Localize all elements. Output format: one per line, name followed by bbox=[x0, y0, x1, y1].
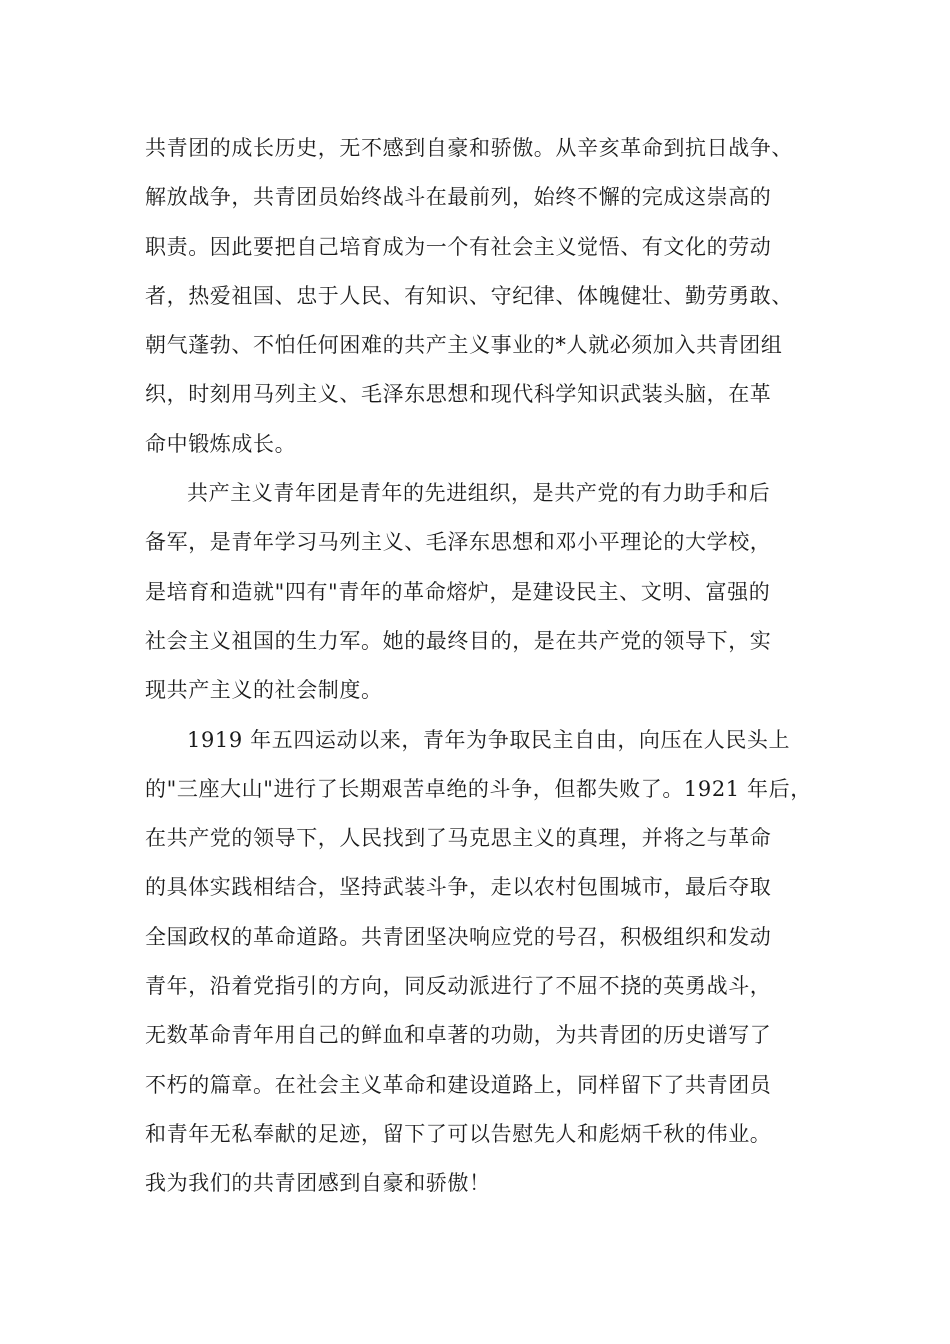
text-line: 无数革命青年用自己的鲜血和卓著的功勋，为共青团的历史谱写了 bbox=[145, 1023, 772, 1048]
paragraph-3 bbox=[145, 716, 835, 1209]
text-line: 职责。因此要把自己培育成为一个有社会主义觉悟、有文化的劳动 bbox=[145, 234, 772, 259]
text-line: 命中锻炼成长。 bbox=[145, 431, 297, 456]
text-line: 朝气蓬勃、不怕任何困难的共产主义事业的*人就必须加入共青团组 bbox=[145, 333, 783, 358]
text-line: 在共产党的领导下，人民找到了马克思主义的真理，并将之与革命 bbox=[145, 826, 772, 851]
text-line: 不朽的篇章。在社会主义革命和建设道路上，同样留下了共青团员 bbox=[145, 1072, 772, 1097]
text-line: 社会主义祖国的生力军。她的最终目的，是在共产党的领导下，实 bbox=[145, 628, 772, 653]
text-line: 解放战争，共青团员始终战斗在最前列，始终不懈的完成这崇高的 bbox=[145, 185, 772, 210]
document-body bbox=[145, 124, 835, 1209]
text-line: 青年，沿着党指引的方向，同反动派进行了不屈不挠的英勇战斗， bbox=[145, 974, 772, 999]
paragraph-2 bbox=[145, 469, 835, 715]
text-line: 我为我们的共青团感到自豪和骄傲！ bbox=[145, 1171, 491, 1196]
text-line: 共产主义青年团是青年的先进组织，是共产党的有力助手和后 bbox=[187, 481, 771, 506]
text-line: 者，热爱祖国、忠于人民、有知识、守纪律、体魄健壮、勤劳勇敢、 bbox=[145, 283, 793, 308]
text-line: 是培育和造就"四有"青年的革命熔炉，是建设民主、文明、富强的 bbox=[145, 579, 771, 604]
text-line: 的"三座大山"进行了长期艰苦卓绝的斗争，但都失败了。1921 年后， bbox=[145, 776, 812, 801]
text-line: 1919 年五四运动以来，青年为争取民主自由，向压在人民头上 bbox=[187, 727, 791, 752]
text-line: 备军，是青年学习马列主义、毛泽东思想和邓小平理论的大学校， bbox=[145, 530, 772, 555]
text-line: 织，时刻用马列主义、毛泽东思想和现代科学知识武装头脑，在革 bbox=[145, 382, 772, 407]
text-line: 共青团的成长历史，无不感到自豪和骄傲。从辛亥革命到抗日战争、 bbox=[145, 136, 793, 160]
text-line: 和青年无私奉献的足迹，留下了可以告慰先人和彪炳千秋的伟业。 bbox=[145, 1121, 772, 1146]
text-line: 的具体实践相结合，坚持武装斗争，走以农村包围城市，最后夺取 bbox=[145, 875, 772, 900]
text-line: 全国政权的革命道路。共青团坚决响应党的号召，积极组织和发动 bbox=[145, 924, 772, 949]
text-line: 现共产主义的社会制度。 bbox=[145, 678, 383, 703]
paragraph-1 bbox=[145, 124, 835, 469]
